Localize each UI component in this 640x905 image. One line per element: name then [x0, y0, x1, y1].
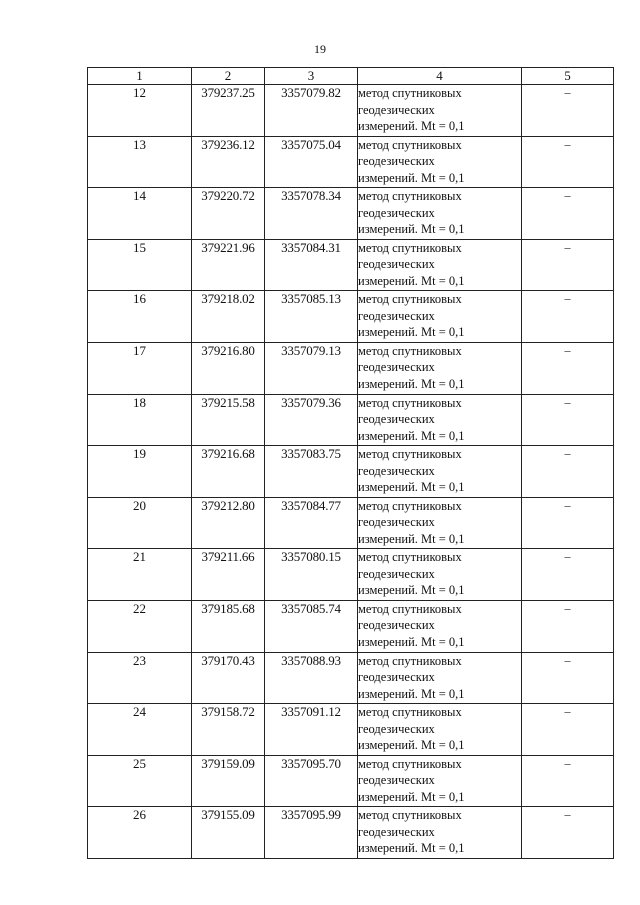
header-col-5: 5	[522, 68, 614, 85]
header-col-4: 4	[358, 68, 522, 85]
point-number-cell: 24	[88, 704, 192, 756]
x-coordinate-cell: 379220.72	[192, 188, 265, 240]
point-number-cell: 21	[88, 549, 192, 601]
x-coordinate-cell: 379212.80	[192, 497, 265, 549]
x-coordinate-cell: 379216.80	[192, 342, 265, 394]
method-line: измерений. Mt = 0,1	[358, 170, 465, 185]
method-cell	[358, 188, 522, 240]
col5-cell: –	[522, 497, 614, 549]
table-row	[88, 446, 614, 498]
method-line: метод спутниковых	[358, 292, 462, 307]
method-line: метод спутниковых	[358, 137, 462, 152]
header-col-2: 2	[192, 68, 265, 85]
method-cell	[358, 342, 522, 394]
method-line: измерений. Mt = 0,1	[358, 273, 465, 288]
method-cell	[358, 136, 522, 188]
x-coordinate-cell: 379237.25	[192, 85, 265, 137]
table-row	[88, 342, 614, 394]
method-line: метод спутниковых	[358, 86, 462, 100]
method-line: измерений. Mt = 0,1	[358, 738, 465, 753]
col5-cell: –	[522, 549, 614, 601]
method-line: геодезических	[358, 102, 435, 117]
method-line: геодезических	[358, 154, 435, 169]
method-line: метод спутниковых	[358, 498, 462, 513]
method-line: измерений. Mt = 0,1	[358, 119, 465, 133]
method-line: измерений. Mt = 0,1	[358, 841, 465, 856]
col5-cell: –	[522, 239, 614, 291]
y-coordinate-cell: 3357075.04	[265, 136, 358, 188]
x-coordinate-cell: 379211.66	[192, 549, 265, 601]
method-cell	[358, 497, 522, 549]
method-line: геодезических	[358, 721, 435, 736]
y-coordinate-cell: 3357084.77	[265, 497, 358, 549]
y-coordinate-cell: 3357079.82	[265, 85, 358, 137]
y-coordinate-cell: 3357085.13	[265, 291, 358, 343]
col5-cell: –	[522, 394, 614, 446]
col5-cell: –	[522, 446, 614, 498]
method-line: метод спутниковых	[358, 395, 462, 410]
method-line: измерений. Mt = 0,1	[358, 634, 465, 649]
method-line: измерений. Mt = 0,1	[358, 480, 465, 495]
method-cell	[358, 704, 522, 756]
col5-cell: –	[522, 188, 614, 240]
x-coordinate-cell: 379158.72	[192, 704, 265, 756]
table-row	[88, 807, 614, 859]
method-line: геодезических	[358, 670, 435, 685]
col5-cell: –	[522, 85, 614, 137]
table-row	[88, 497, 614, 549]
col5-cell: –	[522, 342, 614, 394]
point-number-cell: 25	[88, 755, 192, 807]
point-number-cell: 15	[88, 239, 192, 291]
method-cell	[358, 291, 522, 343]
table-row	[88, 291, 614, 343]
method-line: геодезических	[358, 515, 435, 530]
table-row	[88, 188, 614, 240]
method-line: геодезических	[358, 257, 435, 272]
x-coordinate-cell: 379170.43	[192, 652, 265, 704]
method-line: геодезических	[358, 205, 435, 220]
method-line: метод спутниковых	[358, 756, 462, 771]
y-coordinate-cell: 3357088.93	[265, 652, 358, 704]
method-line: геодезических	[358, 566, 435, 581]
method-cell	[358, 446, 522, 498]
y-coordinate-cell: 3357095.99	[265, 807, 358, 859]
method-line: метод спутниковых	[358, 705, 462, 720]
method-line: метод спутниковых	[358, 601, 462, 616]
x-coordinate-cell: 379159.09	[192, 755, 265, 807]
table-row	[88, 704, 614, 756]
method-line: геодезических	[358, 412, 435, 427]
method-line: геодезических	[358, 618, 435, 633]
method-line: геодезических	[358, 360, 435, 375]
table-row	[88, 652, 614, 704]
table-body	[88, 85, 614, 859]
x-coordinate-cell: 379155.09	[192, 807, 265, 859]
x-coordinate-cell: 379218.02	[192, 291, 265, 343]
method-line: метод спутниковых	[358, 653, 462, 668]
x-coordinate-cell: 379185.68	[192, 600, 265, 652]
method-cell	[358, 652, 522, 704]
method-line: геодезических	[358, 773, 435, 788]
method-line: измерений. Mt = 0,1	[358, 583, 465, 598]
y-coordinate-cell: 3357080.15	[265, 549, 358, 601]
method-line: метод спутниковых	[358, 343, 462, 358]
y-coordinate-cell: 3357079.36	[265, 394, 358, 446]
y-coordinate-cell: 3357079.13	[265, 342, 358, 394]
method-cell	[358, 755, 522, 807]
method-line: метод спутниковых	[358, 447, 462, 462]
method-line: измерений. Mt = 0,1	[358, 789, 465, 804]
table-row	[88, 136, 614, 188]
point-number-cell: 22	[88, 600, 192, 652]
coordinates-table	[87, 67, 614, 859]
method-cell	[358, 807, 522, 859]
point-number-cell: 17	[88, 342, 192, 394]
page-number: 19	[314, 42, 326, 56]
point-number-cell: 14	[88, 188, 192, 240]
point-number-cell: 23	[88, 652, 192, 704]
method-line: измерений. Mt = 0,1	[358, 686, 465, 701]
point-number-cell: 19	[88, 446, 192, 498]
method-line: измерений. Mt = 0,1	[358, 376, 465, 391]
point-number-cell: 13	[88, 136, 192, 188]
x-coordinate-cell: 379215.58	[192, 394, 265, 446]
header-col-3: 3	[265, 68, 358, 85]
header-col-1: 1	[88, 68, 192, 85]
header-row	[88, 68, 614, 85]
method-cell	[358, 549, 522, 601]
method-line: измерений. Mt = 0,1	[358, 222, 465, 237]
col5-cell: –	[522, 704, 614, 756]
method-line: геодезических	[358, 463, 435, 478]
table-row	[88, 85, 614, 137]
point-number-cell: 12	[88, 85, 192, 137]
method-line: измерений. Mt = 0,1	[358, 531, 465, 546]
method-cell	[358, 600, 522, 652]
method-line: геодезических	[358, 308, 435, 323]
method-line: метод спутниковых	[358, 808, 462, 823]
y-coordinate-cell: 3357091.12	[265, 704, 358, 756]
method-cell	[358, 239, 522, 291]
method-line: метод спутниковых	[358, 240, 462, 255]
table-row	[88, 549, 614, 601]
method-cell	[358, 85, 522, 137]
col5-cell: –	[522, 755, 614, 807]
point-number-cell: 18	[88, 394, 192, 446]
table-row	[88, 755, 614, 807]
y-coordinate-cell: 3357084.31	[265, 239, 358, 291]
y-coordinate-cell: 3357085.74	[265, 600, 358, 652]
point-number-cell: 16	[88, 291, 192, 343]
col5-cell: –	[522, 291, 614, 343]
table-row	[88, 239, 614, 291]
y-coordinate-cell: 3357083.75	[265, 446, 358, 498]
method-cell	[358, 394, 522, 446]
table-row	[88, 600, 614, 652]
point-number-cell: 26	[88, 807, 192, 859]
col5-cell: –	[522, 136, 614, 188]
x-coordinate-cell: 379221.96	[192, 239, 265, 291]
x-coordinate-cell: 379236.12	[192, 136, 265, 188]
table-row	[88, 394, 614, 446]
method-line: метод спутниковых	[358, 189, 462, 204]
x-coordinate-cell: 379216.68	[192, 446, 265, 498]
method-line: геодезических	[358, 824, 435, 839]
point-number-cell: 20	[88, 497, 192, 549]
col5-cell: –	[522, 600, 614, 652]
y-coordinate-cell: 3357095.70	[265, 755, 358, 807]
col5-cell: –	[522, 807, 614, 859]
method-line: измерений. Mt = 0,1	[358, 428, 465, 443]
y-coordinate-cell: 3357078.34	[265, 188, 358, 240]
table-header	[88, 68, 614, 85]
method-line: метод спутниковых	[358, 550, 462, 565]
method-line: измерений. Mt = 0,1	[358, 325, 465, 340]
col5-cell: –	[522, 652, 614, 704]
